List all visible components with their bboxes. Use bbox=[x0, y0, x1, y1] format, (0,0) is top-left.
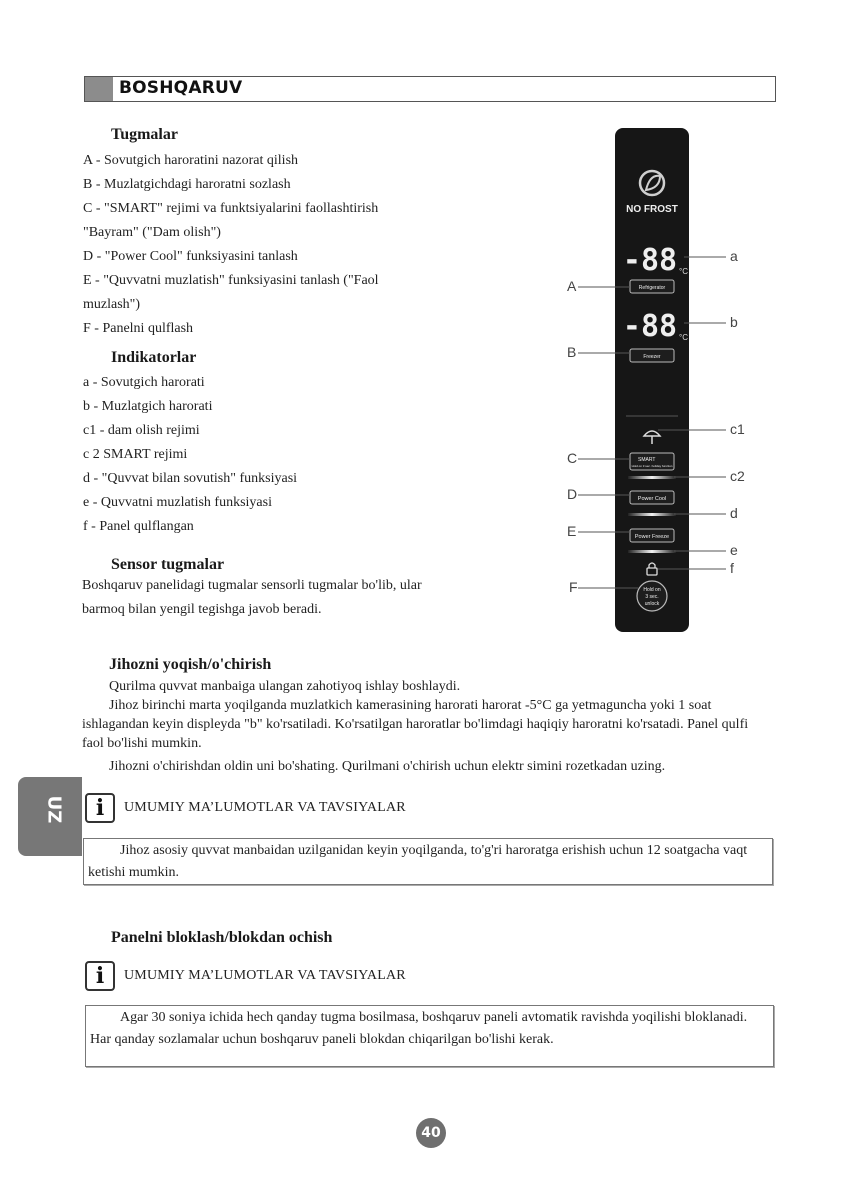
callout-C: C bbox=[567, 450, 578, 466]
paragraph: Qurilma quvvat manbaiga ulangan zahotiyoq ishlay boshlaydi. bbox=[109, 679, 461, 694]
panel-brand: NO FROST bbox=[626, 204, 678, 215]
refrigerator-button-label: Refrigerator bbox=[638, 285, 666, 291]
lock-button-line2: 3 sec. bbox=[645, 594, 659, 600]
power-heading: Jihozni yoqish/o'chirish bbox=[109, 656, 272, 673]
callout-F: F bbox=[569, 579, 578, 595]
smart-indicator-glow bbox=[628, 476, 676, 479]
page-number: 40 bbox=[416, 1118, 446, 1148]
list-item: A - Sovutgich haroratini nazorat qilish bbox=[83, 153, 299, 168]
info-notice-1 bbox=[85, 793, 406, 823]
sensor-text bbox=[82, 574, 422, 622]
callout-e: e bbox=[730, 542, 738, 558]
smart-button-sublabel: Hold on 3 sec. holiday function bbox=[631, 464, 673, 468]
power-freeze-label: Power Freeze bbox=[634, 534, 670, 540]
info-icon: i bbox=[85, 793, 115, 823]
lock-heading: Panelni bloklash/blokdan ochish bbox=[111, 929, 333, 946]
lock-button-line3: unlock bbox=[644, 601, 660, 607]
indicators-heading: Indikatorlar bbox=[111, 349, 197, 366]
list-item: D - "Power Cool" funksiyasini tanlash bbox=[83, 249, 298, 264]
buttons-heading: Tugmalar bbox=[111, 126, 178, 143]
info-box-1: Jihoz asosiy quvvat manbaidan uzilganidan keyin yoqilganda, to'g'ri haroratga erishish uchun 12 soatgacha vaqt ketishi mumkin. bbox=[83, 838, 773, 885]
list-item: f - Panel qulflangan bbox=[83, 519, 194, 534]
info-label: UMUMIY MA’LUMOTLAR VA TAVSIYALAR bbox=[124, 968, 406, 983]
info-icon: i bbox=[85, 961, 115, 991]
paragraph-line: barmoq bilan yengil tegishga javob beradi. bbox=[82, 602, 322, 617]
list-item: d - "Quvvat bilan sovutish" funksiyasi bbox=[83, 471, 298, 486]
callout-B: B bbox=[567, 344, 577, 360]
info-label: UMUMIY MA’LUMOTLAR VA TAVSIYALAR bbox=[124, 800, 406, 815]
paragraph-line: Boshqaruv panelidagi tugmalar sensorli tugmalar bo'lib, ular bbox=[82, 578, 422, 593]
callout-D: D bbox=[567, 486, 578, 502]
callout-a: a bbox=[730, 248, 738, 264]
paragraph: Jihoz birinchi marta yoqilganda muzlatkich kamerasining harorati harorat -5°C ga yetmaguncha yoki 1 soat ishlagandan keyin displeyda "b" ko'rsatiladi. Ko'rsatilgan haroratlar bo'limdagi haqiqiy haroratni ko'rsatadi. Panel qulfi faol bo'lishi mumkin. bbox=[82, 698, 749, 751]
info-notice-2 bbox=[85, 961, 406, 991]
refrigerator-display: -88 bbox=[622, 243, 678, 278]
lock-button-line1: Hold on bbox=[643, 587, 661, 593]
power-text bbox=[82, 677, 772, 776]
callout-E: E bbox=[567, 523, 577, 539]
callout-c2: c2 bbox=[730, 468, 745, 484]
sensor-heading: Sensor tugmalar bbox=[111, 556, 225, 573]
list-item: c 2 SMART rejimi bbox=[83, 447, 188, 462]
language-side-tab bbox=[18, 777, 82, 856]
section-title: BOSHQARUV bbox=[119, 78, 243, 98]
freezer-button-label: Freezer bbox=[643, 354, 661, 360]
list-item: C - "SMART" rejimi va funktsiyalarini faollashtirish bbox=[83, 201, 379, 216]
list-item: B - Muzlatgichdagi haroratni sozlash bbox=[83, 177, 291, 192]
info-box-2: Agar 30 soniya ichida hech qanday tugma bosilmasa, boshqaruv paneli avtomatik ravishda yoqilishi bloklanadi. Har qanday sozlamalar uchun boshqaruv paneli blokdan chiqarilgan bo'lishi kerak. bbox=[85, 1005, 774, 1067]
list-item: b - Muzlatgich harorati bbox=[83, 399, 213, 414]
control-panel-illustration bbox=[550, 120, 765, 640]
power-cool-indicator-glow bbox=[628, 513, 676, 516]
list-item: e - Quvvatni muzlatish funksiyasi bbox=[83, 495, 272, 510]
list-item: E - "Quvvatni muzlatish" funksiyasini tanlash ("Faol bbox=[83, 273, 379, 288]
refrigerator-unit: °C bbox=[679, 267, 688, 276]
list-item: muzlash") bbox=[83, 297, 141, 312]
section-header bbox=[84, 76, 776, 102]
callout-d: d bbox=[730, 505, 738, 521]
list-item: a - Sovutgich harorati bbox=[83, 375, 205, 390]
indicators-list bbox=[83, 371, 297, 539]
language-code: UZ bbox=[43, 795, 65, 824]
smart-button-label: SMART bbox=[638, 457, 656, 463]
freezer-unit: °C bbox=[679, 333, 688, 342]
list-item: F - Panelni qulflash bbox=[83, 321, 194, 336]
list-item: c1 - dam olish rejimi bbox=[83, 423, 200, 438]
power-cool-label: Power Cool bbox=[637, 496, 667, 502]
freezer-display: -88 bbox=[622, 309, 678, 344]
power-freeze-indicator-glow bbox=[628, 550, 676, 553]
callout-c1: c1 bbox=[730, 421, 745, 437]
list-item: "Bayram" ("Dam olish") bbox=[83, 225, 221, 240]
buttons-list bbox=[83, 149, 379, 341]
callout-f: f bbox=[730, 560, 734, 576]
callout-A: A bbox=[567, 278, 577, 294]
header-accent bbox=[85, 77, 113, 101]
paragraph: Jihozni o'chirishdan oldin uni bo'shating. Qurilmani o'chirish uchun elektr simini rozetkadan uzing. bbox=[109, 759, 666, 774]
callout-b: b bbox=[730, 314, 738, 330]
